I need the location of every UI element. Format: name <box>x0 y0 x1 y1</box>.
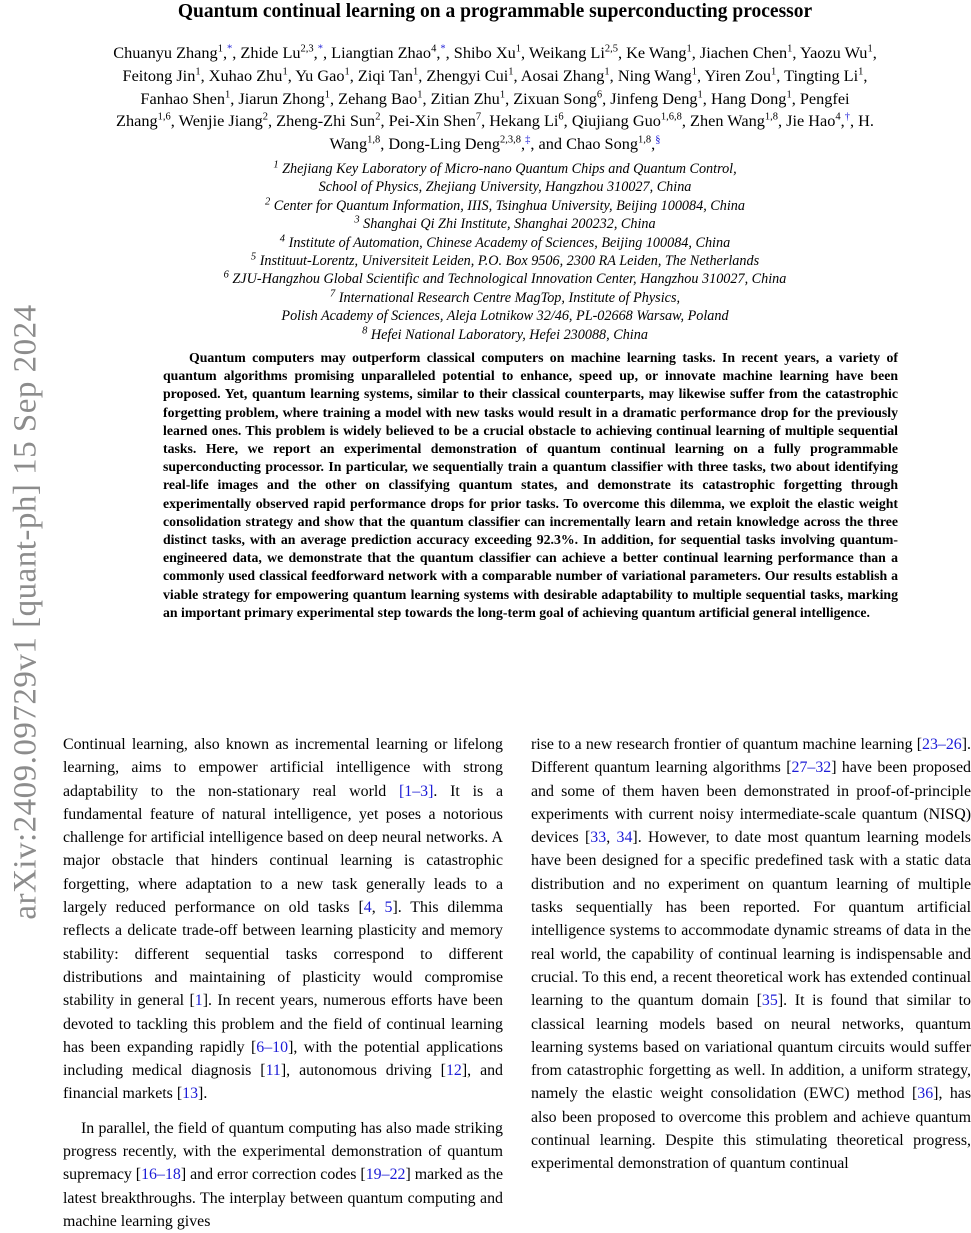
author-affiliation-marker: 1 <box>771 66 777 78</box>
author-affiliation-marker: 1 <box>417 89 423 101</box>
author-footnote-link[interactable]: § <box>655 134 661 146</box>
author-affiliation-marker: 1 <box>604 66 610 78</box>
author-affiliation-marker: 1 <box>499 89 506 101</box>
body-column-right <box>531 733 971 1176</box>
citation-link[interactable]: 16–18 <box>141 1166 181 1184</box>
author-name: Chuanyu Zhang <box>113 43 218 62</box>
affiliation-text: Hefei National Laboratory, Hefei 230088, China <box>370 326 648 343</box>
citation-link[interactable]: 5 <box>384 899 393 917</box>
author-name: Dong-Ling Deng <box>388 134 501 154</box>
author-name: Yu Gao <box>295 65 345 85</box>
author-affiliation-marker: 4 <box>835 111 841 123</box>
author-name: Yiren Zou <box>704 65 771 85</box>
author-affiliation-marker: 1,6,8 <box>660 111 682 123</box>
author-affiliation-marker: 1 <box>195 66 201 78</box>
author-affiliation-marker: 1 <box>413 66 419 78</box>
author-affiliation-marker: 1,8 <box>638 134 652 146</box>
affiliation-text: Center for Quantum Information, IIIS, Tsinghua University, Beijing 100084, China <box>273 197 745 214</box>
author-affiliation-marker: 2,3,8 <box>500 134 522 146</box>
author-affiliation-marker: 6 <box>596 89 603 101</box>
author-affiliation-marker: 1 <box>786 89 792 101</box>
affiliation-line <box>170 178 840 196</box>
affiliation-list <box>170 160 840 344</box>
author-name: Xuhao Zhu <box>208 65 283 85</box>
author-affiliation-marker: 1 <box>344 66 350 78</box>
author-name: Fanhao Shen <box>140 88 225 108</box>
author-footnote-link[interactable]: * <box>227 43 233 55</box>
author-affiliation-marker: 1 <box>508 66 514 78</box>
abstract: Quantum computers may outperform classical computers on machine learning tasks. In recent years, a variety of quantum algorithms promising unparalleled potential to enhance, speed up, or innovate machine learning have been proposed. Yet, quantum learning systems, similar to their classical counterparts, may likewise suffer from the catastrophic forgetting problem, where training a model with new tasks would result in a dramatic performance drop for the previously learned ones. This problem is widely believed to be a crucial obstacle to achieving continual learning of multiple sequential tasks. Here, we report an experimental demonstration of quantum continual learning on a fully programmable superconducting processor. In particular, we sequentially train a quantum classifier with three tasks, two about identifying real-life images and the other on classifying quantum states, and demonstrate its catastrophic forgetting through experimentally observed rapid performance drops for prior tasks. To overcome this dilemma, we exploit the elastic weight consolidation strategy and show that the quantum classifier can incrementally learn and retain knowledge across the three distinct tasks, with an average prediction accuracy exceeding 92.3%. In addition, for sequential tasks involving quantum-engineered data, we demonstrate that the quantum classifier can achieve a better continual learning performance than a commonly used classical feedforward network with a comparable number of variational parameters. Our results establish a viable strategy for empowering quantum learning systems with desirable adaptability to multiple sequential tasks, marking an important primary experimental step towards the long-term goal of achieving quantum artificial general intelligence. <box>163 350 898 620</box>
citation-link[interactable]: 19–22 <box>365 1166 406 1184</box>
affiliation-line <box>170 326 840 344</box>
affiliation-text: Shanghai Qi Zhi Institute, Shanghai 200232, China <box>363 216 656 233</box>
body-paragraph: In parallel, the field of quantum computing has also made striking progress recently, with the experimental demonstration of quantum supremacy [16–18] and error correction codes [19–22] marked as the latest breakthroughs. The interplay between quantum computing and machine learning gives <box>63 1119 503 1230</box>
author-name: Aosai Zhang <box>520 65 605 85</box>
affiliation-text: Instituut-Lorentz, Universiteit Leiden, P.O. Box 9506, 2300 RA Leiden, The Netherlands <box>259 253 760 270</box>
affiliation-number: 4 <box>279 232 286 244</box>
arxiv-identifier <box>6 262 46 962</box>
citation-link[interactable]: 33 <box>590 829 607 847</box>
author-affiliation-marker: 1 <box>787 43 793 55</box>
author-affiliation-marker: 1 <box>858 66 864 78</box>
author-affiliation-marker: 1 <box>697 89 703 101</box>
affiliation-line <box>170 289 840 307</box>
author-affiliation-marker: 1,8 <box>367 134 381 146</box>
author-affiliation-marker: 1 <box>691 66 697 78</box>
author-name: Zhide Lu <box>240 43 301 62</box>
author-name: Hekang Li <box>489 111 559 131</box>
author-affiliation-marker: 2,3 <box>300 43 314 55</box>
citation-link[interactable]: 27–32 <box>791 759 832 777</box>
arxiv-identifier-text: arXiv:2409.09729v1 [quant-ph] 15 Sep 2024 <box>7 304 44 920</box>
author-name: Wenjie Jiang <box>178 111 263 131</box>
paper-title: Quantum continual learning on a programmable superconducting processor <box>177 1 813 22</box>
author-name: Zixuan Song <box>513 88 597 108</box>
author-name: Ke Wang <box>626 43 687 62</box>
author-name: Zheng-Zhi Sun <box>276 111 376 131</box>
affiliation-line <box>170 215 840 233</box>
author-affiliation-marker: 2 <box>262 111 269 123</box>
affiliation-line <box>170 270 840 288</box>
author-affiliation-marker: 6 <box>558 111 564 123</box>
citation-link[interactable]: 36 <box>917 1085 934 1103</box>
author-name: Zehang Bao <box>338 88 418 108</box>
affiliation-text: Zhejiang Key Laboratory of Micro-nano Quantum Chips and Quantum Control, <box>282 161 737 177</box>
author-name: Tingting Li <box>784 65 859 85</box>
author-name: Jiarun Zhong <box>238 88 325 108</box>
affiliation-number: 5 <box>250 251 257 263</box>
author-affiliation-marker: 1 <box>324 89 330 101</box>
author-affiliation-marker: 1 <box>282 66 288 78</box>
author-footnote-link[interactable]: * <box>440 43 446 55</box>
author-affiliation-marker: 1,6 <box>157 111 171 123</box>
author-affiliation-marker: 1 <box>515 43 522 55</box>
author-affiliation-marker: 1 <box>224 89 231 101</box>
affiliation-number: 7 <box>329 288 336 300</box>
body-column-left <box>63 733 503 1233</box>
affiliation-text: School of Physics, Zhejiang University, Hangzhou 310027, China <box>318 179 692 196</box>
author-name: Pengfei Zhang <box>116 88 850 131</box>
affiliation-number: 3 <box>354 214 360 226</box>
author-affiliation-marker: 7 <box>475 111 482 123</box>
affiliation-text: ZJU-Hangzhou Global Scientific and Technological Innovation Center, Hangzhou 310027, China <box>232 271 787 288</box>
author-name: Qiujiang Guo <box>571 111 661 131</box>
author-footnote-link[interactable]: * <box>317 43 323 55</box>
affiliation-text: Polish Academy of Sciences, Aleja Lotnikow 32/46, PL-02668 Warsaw, Poland <box>281 308 729 325</box>
affiliation-line <box>170 160 840 178</box>
citation-link[interactable]: 13 <box>182 1085 199 1103</box>
affiliation-number: 6 <box>223 269 229 281</box>
author-affiliation-marker: 2 <box>375 111 381 123</box>
affiliation-line <box>170 252 840 270</box>
author-affiliation-marker: 4 <box>431 43 437 55</box>
citation-link[interactable]: 34 <box>616 829 633 847</box>
author-name: Shibo Xu <box>453 43 516 62</box>
author-name: Feitong Jin <box>122 65 196 85</box>
citation-link[interactable]: 1 <box>194 992 203 1010</box>
author-name: Zhengyi Cui <box>426 65 509 85</box>
citation-link[interactable]: 4 <box>363 899 372 917</box>
author-name: Yaozu Wu <box>799 43 868 62</box>
author-name: Ziqi Tan <box>357 65 414 85</box>
author-name: Liangtian Zhao <box>331 43 432 62</box>
affiliation-line <box>170 307 840 325</box>
author-name: Ning Wang <box>617 65 692 85</box>
body-paragraph: rise to a new research frontier of quantum machine learning [23–26]. Different quantum learning algorithms [27–32] have been proposed and some of them haven been demonstrated in proof-of-principle experiments with current noisy intermediate-scale quantum (NISQ) devices [33, 34]. However, to date most quantum learning models have been designed for a specific predefined task with a static data distribution and no experiment on quantum learning of multiple tasks sequentially has been reported. For quantum artificial intelligence systems to accommodate dynamic streams of data in the real world, the capability of continual learning is indispensable and crucial. To this end, a recent theoretical work has extended continual learning to the quantum domain [35]. It is found that similar to classical learning models based on neural networks, quantum learning systems based on variational quantum circuits would suffer from catastrophic forgetting as well. In addition, a uniform strategy, namely the elastic weight consolidation (EWC) method [36], has also been proposed to overcome this problem and achieve quantum continual learning. Despite this stimulating theoretical progress, experimental demonstration of quantum continual <box>531 736 971 1173</box>
affiliation-number: 8 <box>362 324 368 336</box>
affiliation-number: 2 <box>265 196 271 208</box>
citation-link[interactable]: 6–10 <box>256 1038 289 1056</box>
author-name: Hang Dong <box>710 88 787 108</box>
author-affiliation-marker: 1 <box>867 43 873 55</box>
affiliation-text: Institute of Automation, Chinese Academy of Sciences, Beijing 100084, China <box>288 234 731 251</box>
author-name: Pei-Xin Shen <box>388 111 476 131</box>
author-name: Weikang Li <box>528 43 605 62</box>
body-paragraph: Continual learning, also known as incremental learning or lifelong learning, aims to empower artificial intelligence with strong adaptability to the non-stationary real world [1–3]. It is a fundamental feature of natural intelligence, yet poses a notorious challenge for artificial intelligence based on deep neural networks. A major obstacle that hinders continual learning is catastrophic forgetting, where adaptation to a new task generally leads to a largely reduced performance on old tasks [4, 5]. This dilemma reflects a delicate trade-off between learning plasticity and memory stability: different sequential tasks correspond to different distributions and maintaining of plasticity would compromise stability in general [1]. In recent years, numerous efforts have been devoted to tackling this problem and the field of continual learning has been expanding rapidly [6–10], with the potential applications including medical diagnosis [11], autonomous driving [12], and financial markets [13]. <box>63 736 504 1103</box>
author-footnote-link[interactable]: ‡ <box>525 134 531 146</box>
author-name: Chao Song <box>566 134 639 154</box>
citation-link[interactable]: [1–3] <box>398 782 434 800</box>
citation-link[interactable]: 23–26 <box>922 736 962 753</box>
author-affiliation-marker: 1,8 <box>764 111 778 123</box>
author-list: Chuanyu Zhang$^1$,*, Zhide Lu$^{2,3}$,*, Liangtian Zhao$^4$,*, Shibo Xu$^1$, Weikang Li$^{2,5}$, Ke Wang$^1$, Jiachen Chen$^1$, Yaozu Wu$^1$, Feitong Jin$^1$, Xuhao Zhu$^1$, Yu Gao$^1$, Ziqi Tan$^1$, Zhengyi Cui$^1$, Aosai Zhang$^1$, Ning Wang$^1$, Yiren Zou$^1$, Tingting Li$^1$, Fanhao Shen$^1$, Jiarun Zhong$^1$, Zehang Bao$^1$, Zitian Zhu$^1$, Zixuan Song$^6$, Jinfeng Deng$^1$, Hang Dong$^1$, Pengfei Zhang$^{1,6}$, Wenjie Jiang$^2$, Zheng-Zhi Sun$^2$, Pei-Xin Shen$^7$, Hekang Li$^6$, Qiujiang Guo$^{1,6,8}$, Zhen Wang$^{1,8}$, Jie Hao$^4$,†, H. Wang$^{1,8}$, Dong-Ling Deng$^{2,3,8}$,‡, and Chao Song$^{1,8}$,§ <box>113 43 877 154</box>
author-name: Zhen Wang <box>690 111 765 131</box>
citation-link[interactable]: 11 <box>265 1062 281 1080</box>
author-name: H. Wang <box>329 111 874 154</box>
author-affiliation-marker: 2,5 <box>604 43 618 55</box>
author-footnote-link[interactable]: † <box>844 111 850 123</box>
author-name: Jiachen Chen <box>699 43 788 62</box>
author-name: Jie Hao <box>786 111 836 131</box>
author-affiliation-marker: 1 <box>686 43 692 55</box>
affiliation-number: 1 <box>273 159 279 171</box>
citation-link[interactable]: 12 <box>445 1062 462 1080</box>
affiliation-line <box>170 197 840 215</box>
affiliation-line <box>170 234 840 252</box>
author-name: Zitian Zhu <box>430 88 500 108</box>
author-affiliation-marker: 1 <box>217 43 223 55</box>
affiliation-text: International Research Centre MagTop, Institute of Physics, <box>338 289 681 306</box>
citation-link[interactable]: 35 <box>761 992 778 1010</box>
author-name: Jinfeng Deng <box>610 88 698 108</box>
